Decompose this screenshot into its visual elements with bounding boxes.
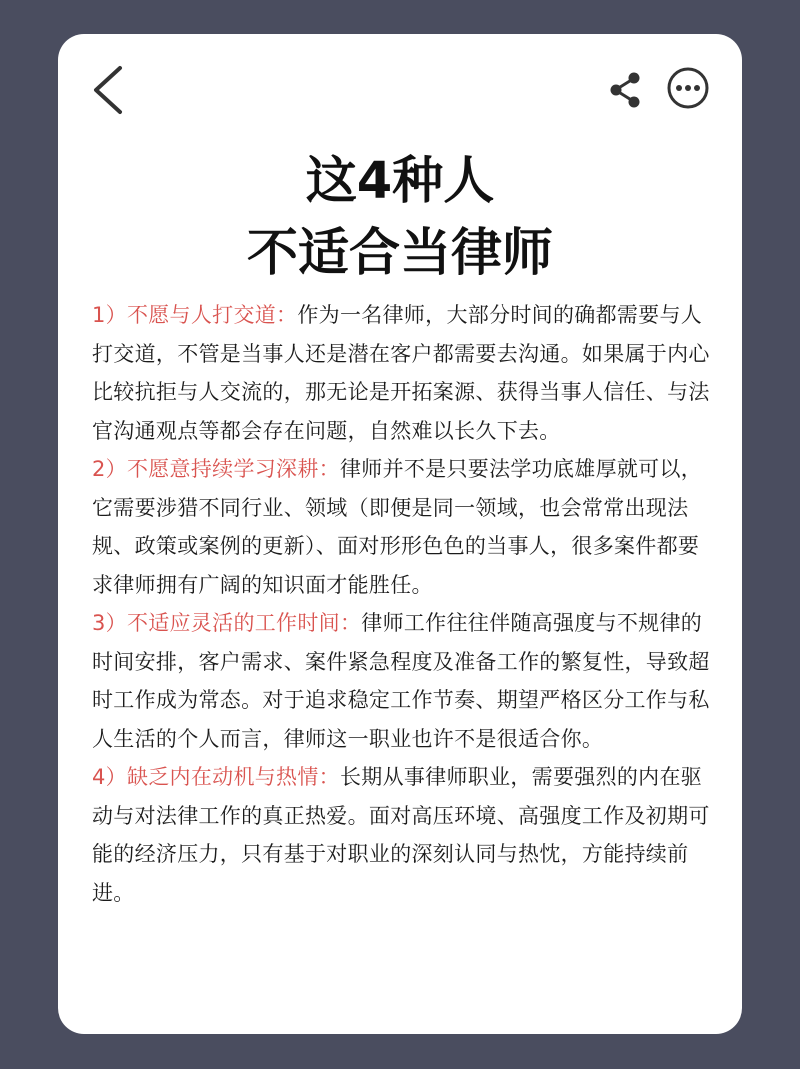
chevron-left-icon [86, 62, 130, 118]
share-icon [606, 70, 646, 110]
item-label: 3）不适应灵活的工作时间： [92, 611, 362, 635]
list-item [92, 604, 710, 758]
list-item [92, 450, 710, 604]
title-line-2: 不适合当律师 [246, 224, 553, 283]
page-title [58, 146, 742, 290]
item-text: 律师工作往往伴随高强度与不规律的时间安排，客户需求、案件紧急程度及准备工作的繁复性，导致超时工作成为常态。对于追求稳定工作节奏、期望严格区分工作与私人生活的个人而言，律师这一职业也许不是很适合你。 [92, 611, 710, 751]
item-label: 4）缺乏内在动机与热情： [92, 765, 340, 789]
list-item [92, 758, 710, 912]
item-label: 2）不愿意持续学习深耕： [92, 457, 340, 481]
article-body [92, 296, 710, 912]
list-item [92, 296, 710, 450]
article-card [58, 34, 742, 1034]
more-horizontal-icon [666, 66, 710, 110]
item-text: 作为一名律师，大部分时间的确都需要与人打交道，不管是当事人还是潜在客户都需要去沟通。如果属于内心比较抗拒与人交流的，那无论是开拓案源、获得当事人信任、与法官沟通观点等都会存在问题，自然难以长久下去。 [92, 303, 710, 443]
back-button[interactable] [86, 62, 130, 118]
title-line-1: 这4种人 [305, 152, 495, 211]
share-button[interactable] [606, 70, 646, 110]
item-label: 1）不愿与人打交道： [92, 303, 298, 327]
more-button[interactable] [666, 66, 710, 110]
item-text: 律师并不是只要法学功底雄厚就可以，它需要涉猎不同行业、领域（即便是同一领域，也会常常出现法规、政策或案例的更新）、面对形形色色的当事人，很多案件都要求律师拥有广阔的知识面才能胜任。 [92, 457, 703, 597]
item-text: 长期从事律师职业，需要强烈的内在驱动与对法律工作的真正热爱。面对高压环境、高强度工作及初期可能的经济压力，只有基于对职业的深刻认同与热忱，方能持续前进。 [92, 765, 710, 905]
